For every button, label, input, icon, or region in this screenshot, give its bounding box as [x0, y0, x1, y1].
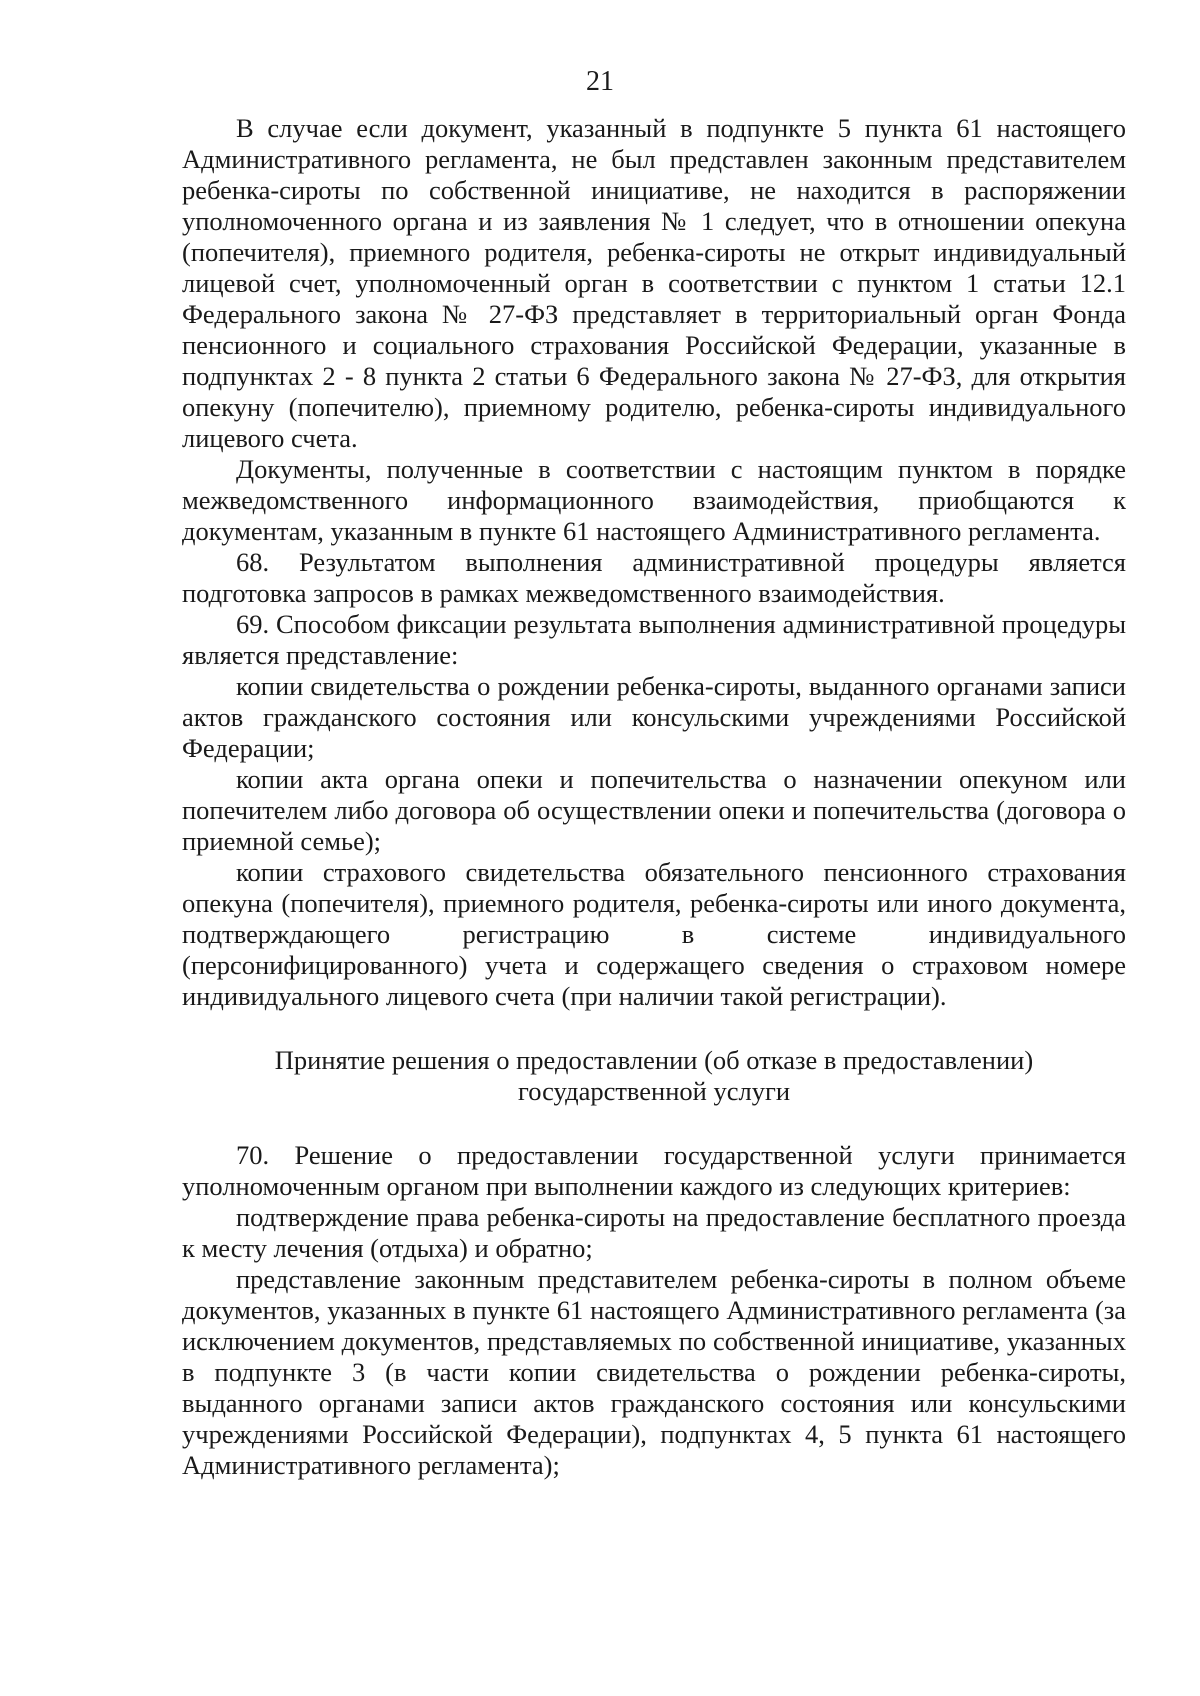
- list-item-documents-submission: представление законным представителем ребенка-сироты в полном объеме документов, указанных в пункте 61 настоящего Административного регламента (за исключением документов, представляемых по собственной инициативе, указанных в подпункте 3 (в части копии свидетельства о рождении ребенка-сироты, выданного органами записи актов гражданского состояния или консульскими учреждениями Российской Федерации), подпунктах 4, 5 пункта 61 настоящего Административного регламента);: [182, 1264, 1126, 1480]
- section-heading: [182, 1045, 1126, 1107]
- list-item-birth-certificate: копии свидетельства о рождении ребенка-сироты, выданного органами записи актов гражданского состояния или консульскими учреждениями Российской Федерации;: [182, 671, 1126, 763]
- paragraph-68: 68. Результатом выполнения административной процедуры является подготовка запросов в рамках межведомственного взаимодействия.: [182, 547, 1126, 608]
- paragraph-document-not-submitted: В случае если документ, указанный в подпункте 5 пункта 61 настоящего Административного регламента, не был представлен законным представителем ребенка-сироты по собственной инициативе, не находится в распоряжении уполномоченного органа и из заявления № 1 следует, что в отношении опекуна (попечителя), приемного родителя, ребенка-сироты не открыт индивидуальный лицевой счет, уполномоченный орган в соответствии с пунктом 1 статьи 12.1 Федерального закона № 27-ФЗ представляет в территориальный орган Фонда пенсионного и социального страхования Российской Федерации, указанные в подпунктах 2 - 8 пункта 2 статьи 6 Федерального закона № 27-ФЗ, для открытия опекуну (попечителю), приемному родителю, ребенка-сироты индивидуального лицевого счета.: [182, 113, 1126, 453]
- paragraph-69: 69. Способом фиксации результата выполнения административной процедуры является представление:: [182, 609, 1126, 670]
- page-number: 21: [586, 66, 614, 97]
- list-item-right-confirmation: подтверждение права ребенка-сироты на предоставление бесплатного проезда к месту лечения (отдыха) и обратно;: [182, 1202, 1126, 1263]
- list-item-guardianship-act: копии акта органа опеки и попечительства о назначении опекуном или попечителем либо договора об осуществлении опеки и попечительства (договора о приемной семье);: [182, 764, 1126, 856]
- list-item-insurance-certificate: копии страхового свидетельства обязательного пенсионного страхования опекуна (попечителя), приемного родителя, ребенка-сироты или иного документа, подтверждающего регистрацию в системе индивидуального (персонифицированного) учета и содержащего сведения о страховом номере индивидуального лицевого счета (при наличии такой регистрации).: [182, 857, 1126, 1011]
- section-heading-line-2: государственной услуги: [517, 1076, 791, 1106]
- paragraph-70: 70. Решение о предоставлении государственной услуги принимается уполномоченным органом при выполнении каждого из следующих критериев:: [182, 1140, 1126, 1201]
- paragraph-documents-attached: Документы, полученные в соответствии с настоящим пунктом в порядке межведомственного информационного взаимодействия, приобщаются к документам, указанным в пункте 61 настоящего Административного регламента.: [182, 454, 1126, 546]
- section-heading-line-1: Принятие решения о предоставлении (об отказе в предоставлении): [274, 1045, 1034, 1075]
- document-body: [182, 113, 1126, 1481]
